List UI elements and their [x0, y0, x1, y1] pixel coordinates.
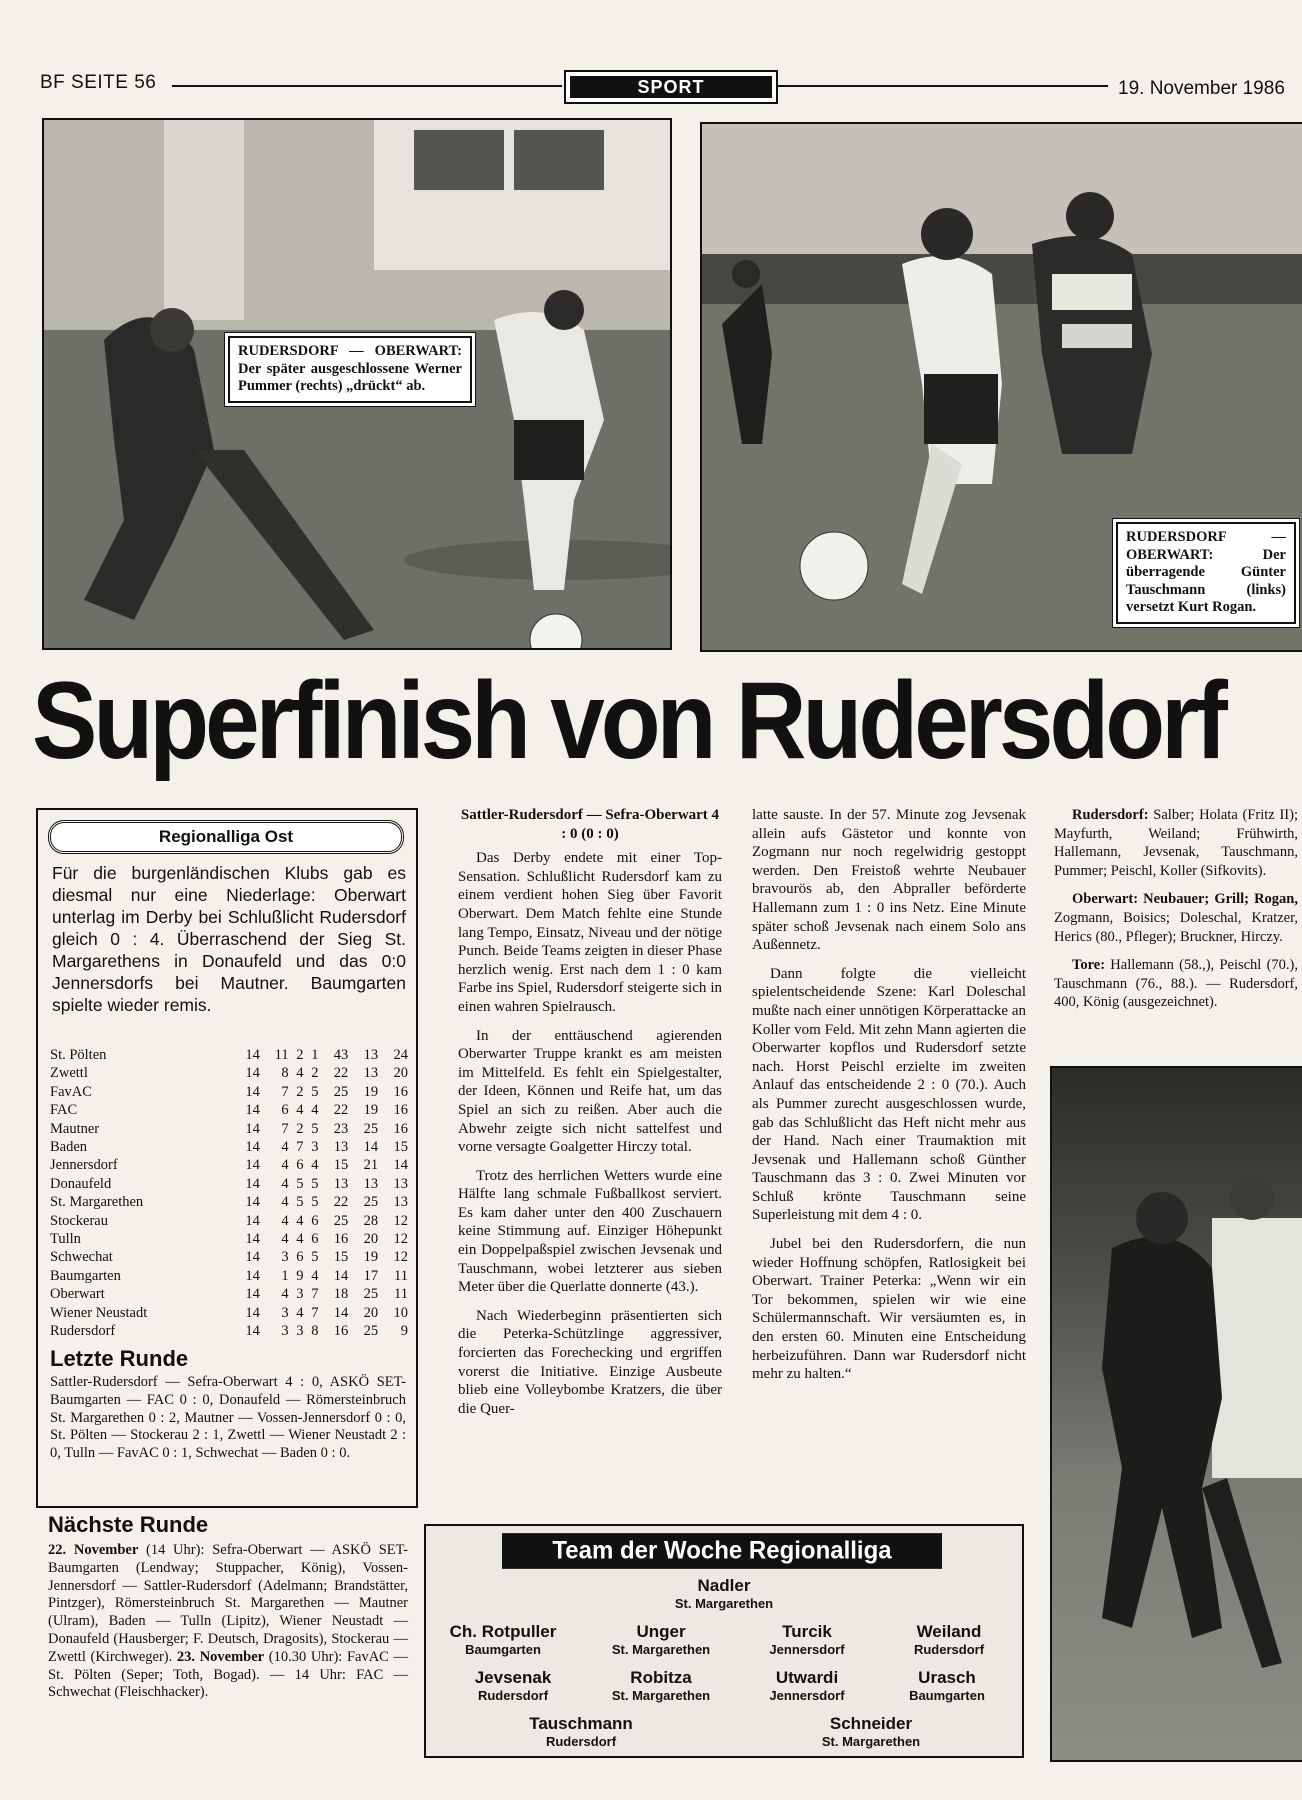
player-card	[586, 1622, 736, 1657]
stat-cell: 2	[311, 1065, 319, 1082]
stat-cell: 3	[281, 1249, 289, 1266]
stat-cell: 14	[245, 1249, 260, 1266]
stat-cell: 6	[296, 1249, 304, 1266]
player-card	[586, 1668, 736, 1703]
team-name: Oberwart	[50, 1286, 105, 1303]
stat-cell: 14	[245, 1065, 260, 1082]
stat-cell: 15	[333, 1249, 349, 1266]
stat-cell: 13	[333, 1175, 349, 1192]
stat-cell: 3	[311, 1139, 319, 1156]
page-number: BF SEITE 56	[40, 72, 157, 93]
player-club: Jennersdorf	[769, 1688, 845, 1703]
stat-cell: 4	[296, 1065, 304, 1082]
team-name: Baumgarten	[50, 1267, 121, 1284]
standings-table	[50, 1046, 408, 1341]
stat-cell: 4	[281, 1194, 289, 1211]
section-label-box	[564, 70, 778, 104]
stat-cell: 14	[245, 1267, 260, 1284]
stat-cell: 17	[363, 1267, 379, 1284]
stat-cell: 5	[311, 1120, 319, 1137]
stat-cell: 1	[311, 1047, 319, 1063]
stat-cell: 12	[393, 1212, 408, 1229]
team-name: Zwettl	[50, 1065, 88, 1082]
stat-cell: 28	[363, 1212, 379, 1229]
stat-cell: 7	[311, 1286, 319, 1303]
stat-cell: 5	[311, 1194, 319, 1211]
stat-cell: 11	[274, 1047, 289, 1063]
stat-cell: 13	[333, 1139, 349, 1156]
team-name: Mautner	[50, 1120, 100, 1137]
stat-cell: 19	[363, 1102, 379, 1119]
player-card	[732, 1668, 882, 1703]
player-name: Ch. Rotpuller	[449, 1622, 557, 1641]
stat-cell: 15	[393, 1139, 408, 1156]
player-name: Schneider	[829, 1714, 913, 1733]
stat-cell: 25	[363, 1323, 379, 1340]
team-name: Tulln	[50, 1231, 81, 1248]
article-paragraph: Nach Wiederbeginn präsentierten sich die Peterka-Schützlinge aggressiver, forcierten das Forechecking und ergriffen vorerst die Initiative. Einzige Ausbeute blieb eine Volleybombe Kratzers, die über die Quer-	[458, 1307, 722, 1417]
header-rule-right	[778, 85, 1108, 87]
header-rule-left	[172, 85, 562, 87]
stat-cell: 3	[281, 1323, 289, 1340]
stat-cell: 8	[311, 1323, 319, 1340]
player-card	[649, 1576, 799, 1611]
stat-cell: 14	[333, 1267, 349, 1284]
stat-cell: 25	[333, 1083, 349, 1100]
stat-cell: 4	[281, 1139, 289, 1156]
stat-cell: 14	[245, 1231, 260, 1248]
stat-cell: 2	[296, 1047, 304, 1063]
stat-cell: 7	[281, 1120, 289, 1137]
article-paragraph: Dann folgte die vielleicht spielentscheidende Szene: Karl Doleschal mußte nach einer unnötigen Körperattacke an Koller vom Feld. Mit zehn Mann agierten die Oberwarter kopflos und Rudersdorf setzte nach. Horst Peischl erzielte im zweiten Anlauf das entscheidende 2 : 0 (70.). Auch als Pummer zurecht ausgeschlossen wurde, gab das Schlußlicht das Heft nicht mehr aus der Hand. Nach einer Traumaktion mit Jevsenak und Hallemann schoß Günther Tauschmann das 3 : 0. Zwei Minuten vor Schluß krönte Tauschmann seine Superleistung mit dem 4 : 0.	[752, 965, 1026, 1224]
stat-cell: 6	[281, 1102, 289, 1119]
stat-cell: 7	[281, 1083, 289, 1100]
team-name: St. Margarethen	[50, 1194, 144, 1211]
next-round-title: Nächste Runde	[48, 1512, 209, 1537]
next-round-text-2: (10.30 Uhr): FavAC — St. Pölten (Seper; Toth, Bogad). — 14 Uhr: FAC — Schwechat (Fleischhacker).	[48, 1648, 409, 1701]
next-round-text-1: (14 Uhr): Sefra-Oberwart — ASKÖ SET-Baumgarten (Lendway; Stuppacher, König), Vossen-Jennersdorf — Sattler-Rudersdorf (Adelmann; Brandstätter, Pintzger), Römersteinbruch St. Margarethen — Mautner (Ulram), Baden — Tulln (Lipitz), Wiener Neustadt — Donaufeld (Hausberger; F. Deutsch, Dragosits), Stockerau — Zwettl (Kirchweger).	[48, 1542, 408, 1665]
stat-cell: 20	[393, 1065, 408, 1082]
stat-cell: 4	[311, 1157, 319, 1174]
stat-cell: 16	[393, 1102, 408, 1119]
headline: Superfinish von Rudersdorf	[32, 658, 1224, 782]
standings-row	[50, 1101, 408, 1119]
stat-cell: 19	[363, 1249, 379, 1266]
player-name: Turcik	[782, 1622, 832, 1641]
standings-row	[50, 1230, 408, 1248]
stat-cell: 13	[363, 1065, 379, 1082]
stat-cell: 5	[311, 1083, 319, 1100]
player-card	[438, 1668, 588, 1703]
photo-left	[42, 118, 672, 650]
player-club: Jennersdorf	[769, 1642, 845, 1657]
stat-cell: 20	[363, 1304, 379, 1321]
player-club: Rudersdorf	[477, 1688, 549, 1703]
match-heading: Sattler-Rudersdorf — Sefra-Oberwart 4 : 0 (0 : 0)	[460, 807, 720, 842]
article-paragraph: In der enttäuschend agierenden Oberwarter Truppe krankt es am meisten im Mittelfeld. Es fehlt ein Spielgestalter, der Ideen, Können und Reife hat, um das Spiel an sich zu reißen. Aber auch die Abwehr zeigte sich nicht sattelfest und vorne versagte Goalgetter Hirczy total.	[458, 1027, 722, 1156]
player-club: Rudersdorf	[913, 1642, 985, 1657]
stat-cell: 25	[333, 1212, 349, 1229]
article-column-3	[1054, 806, 1298, 1022]
player-name: Nadler	[697, 1576, 751, 1595]
player-name: Unger	[636, 1622, 686, 1641]
team-of-week-title: Team der Woche Regionalliga	[502, 1533, 942, 1569]
stat-cell: 14	[245, 1286, 260, 1303]
stat-cell: 9	[400, 1323, 408, 1340]
stat-cell: 13	[393, 1175, 408, 1192]
photo-right-caption: RUDERSDORF — OBERWART: Der überragende Günter Tauschmann (links) versetzt Kurt Rogan.	[1116, 522, 1296, 624]
stat-cell: 16	[393, 1120, 408, 1137]
article-paragraph: Das Derby endete mit einer Top-Sensation. Schlußlicht Rudersdorf kam zu einem verdient hohen Sieg über Favorit Oberwart. Dem Match fehlte eine Stunde lang Tempo, Einsatz, Niveau und der nötige Punch. Beide Teams zeigten in dieser Phase herzlich wenig. Erst nach dem 1 : 0 kam Farbe ins Spiel, Rudersdorf steigerte sich in einen wahren Spielrausch.	[458, 850, 722, 1015]
lineup-oberwart-label: Oberwart: Neubauer; Grill; Rogan,	[1072, 891, 1298, 908]
stat-cell: 22	[333, 1102, 349, 1119]
last-round-results: Sattler-Rudersdorf — Sefra-Oberwart 4 : 0, ASKÖ SET-Baumgarten — FAC 0 : 0, Donaufeld — Römersteinbruch St. Margarethen 0 : 2, Mautner — Vossen-Jennersdorf 0 : 0, St. Pölten — Stockerau 2 : 1, Zwettl — Wiener Neustadt 2 : 0, Tulln — FavAC 0 : 1, Schwechat — Baden 0 : 0.	[50, 1374, 406, 1462]
team-name: Donaufeld	[50, 1175, 112, 1192]
team-name: FavAC	[50, 1083, 92, 1100]
standings-row	[50, 1046, 408, 1064]
next-round-fixtures	[48, 1542, 408, 1702]
stat-cell: 16	[333, 1323, 349, 1340]
player-card	[506, 1714, 656, 1749]
player-club: Rudersdorf	[545, 1734, 617, 1749]
stat-cell: 4	[281, 1157, 289, 1174]
stat-cell: 4	[296, 1212, 304, 1229]
team-name: Stockerau	[50, 1212, 108, 1229]
lineup-rudersdorf-label: Rudersdorf:	[1072, 807, 1149, 823]
stat-cell: 14	[245, 1083, 260, 1100]
stat-cell: 4	[281, 1231, 289, 1248]
player-club: Baumgarten	[909, 1688, 985, 1703]
player-card	[872, 1668, 1022, 1703]
stat-cell: 23	[333, 1120, 349, 1137]
player-club: St. Margarethen	[611, 1688, 711, 1703]
stat-cell: 15	[333, 1157, 349, 1174]
stat-cell: 4	[296, 1231, 304, 1248]
stat-cell: 14	[363, 1139, 379, 1156]
stat-cell: 20	[363, 1231, 379, 1248]
stat-cell: 5	[311, 1175, 319, 1192]
league-intro: Für die burgenländischen Klubs gab es diesmal nur eine Niederlage: Oberwart unterlag im Derby bei Schlußlicht Rudersdorf gleich 0 : 4. Überraschend der Sieg St. Margarethens in Donaufeld und das 0:0 Jennersdorfs bei Mautner. Baumgarten spielte wieder remis.	[52, 863, 406, 1015]
lineup-rudersdorf	[1054, 806, 1298, 880]
goals-label: Tore:	[1072, 957, 1106, 974]
article-paragraph: latte sauste. In der 57. Minute zog Jevsenak allein aufs Gästetor und konnte von Zogmann nur noch regelwidrig gestoppt werden. Den Freistoß wehrte Neubauer bravourös ab, den Abpraller beförderte Hallemann zum 1 : 0 ins Netz. Eine Minute später schoß Jevsenak nach einem Solo ans Außennetz.	[752, 807, 1026, 954]
stat-cell: 4	[296, 1304, 304, 1321]
stat-cell: 14	[245, 1120, 260, 1137]
stat-cell: 43	[333, 1047, 349, 1063]
stat-cell: 22	[333, 1065, 349, 1082]
stat-cell: 14	[245, 1047, 260, 1063]
stat-cell: 19	[363, 1083, 379, 1100]
photo-right	[700, 122, 1302, 652]
player-card	[874, 1622, 1024, 1657]
stat-cell: 13	[393, 1194, 408, 1211]
team-name: Rudersdorf	[50, 1323, 116, 1340]
article-paragraph: Trotz des herrlichen Wetters wurde eine Hälfte lang schmale Fußballkost serviert. Es kam daher unter den 400 Zuschauern keine Stimmung auf. Einziger Höhepunkt ein Doppelpaßspiel zwischen Jevsenak und Tauschmann, wobei letzterer aus sieben Meter über die Querlatte donnerte (43.).	[458, 1167, 722, 1296]
player-club: St. Margarethen	[821, 1734, 921, 1749]
player-name: Weiland	[916, 1622, 982, 1641]
stat-cell: 4	[281, 1175, 289, 1192]
stat-cell: 7	[311, 1304, 319, 1321]
stat-cell: 10	[393, 1304, 408, 1321]
stat-cell: 3	[296, 1286, 304, 1303]
lineup-oberwart	[1054, 890, 1298, 946]
standings-row	[50, 1138, 408, 1156]
stat-cell: 4	[281, 1212, 289, 1229]
goals-text: Hallemann (58.,), Peischl (70.), Tauschmann (76., 88.). — Rudersdorf, 400, König (ausgezeichnet).	[1054, 957, 1298, 1011]
goals	[1054, 956, 1298, 1012]
stat-cell: 14	[245, 1304, 260, 1321]
stat-cell: 3	[296, 1323, 304, 1340]
stat-cell: 6	[311, 1231, 319, 1248]
standings-row	[50, 1120, 408, 1138]
stat-cell: 4	[281, 1286, 289, 1303]
stat-cell: 16	[333, 1231, 349, 1248]
team-name: Jennersdorf	[50, 1157, 118, 1174]
article-column-1	[458, 806, 722, 1428]
stat-cell: 14	[333, 1304, 349, 1321]
stat-cell: 4	[311, 1102, 319, 1119]
player-card	[796, 1714, 946, 1749]
stat-cell: 14	[393, 1157, 408, 1174]
team-name: FAC	[50, 1102, 78, 1119]
team-name: St. Pölten	[50, 1047, 107, 1063]
stat-cell: 7	[296, 1139, 304, 1156]
stat-cell: 9	[296, 1267, 304, 1284]
standings-row	[50, 1285, 408, 1303]
stat-cell: 5	[296, 1194, 304, 1211]
player-club: Baumgarten	[465, 1642, 541, 1657]
lineup-rudersdorf-text: Salber; Holata (Fritz II); Mayfurth, Weiland; Frühwirth, Hallemann, Jevsenak, Tauschmann, Pummer; Peischl, Koller (Sifkovits).	[1054, 807, 1298, 879]
stat-cell: 24	[393, 1047, 408, 1063]
stat-cell: 11	[394, 1267, 408, 1284]
stat-cell: 25	[363, 1120, 379, 1137]
stat-cell: 14	[245, 1212, 260, 1229]
stat-cell: 5	[311, 1249, 319, 1266]
stat-cell: 22	[333, 1194, 349, 1211]
article-column-2	[752, 806, 1026, 1394]
last-round-heading: Letzte Runde	[50, 1346, 189, 1371]
stat-cell: 13	[363, 1047, 379, 1063]
stat-cell: 3	[281, 1304, 289, 1321]
next-round-date-2: 23. November	[176, 1648, 265, 1665]
stat-cell: 25	[363, 1286, 379, 1303]
issue-date: 19. November 1986	[1118, 78, 1285, 99]
player-name: Tauschmann	[529, 1714, 633, 1733]
stat-cell: 6	[296, 1157, 304, 1174]
standings-row	[50, 1212, 408, 1230]
player-name: Urasch	[918, 1668, 976, 1687]
stat-cell: 14	[245, 1323, 260, 1340]
league-box	[36, 808, 418, 1508]
stat-cell: 18	[333, 1286, 349, 1303]
stat-cell: 13	[363, 1175, 379, 1192]
photo-bottom-right	[1050, 1066, 1302, 1762]
stat-cell: 5	[296, 1175, 304, 1192]
standings-row	[50, 1175, 408, 1193]
standings-row	[50, 1304, 408, 1322]
photo-bottom-scene	[1052, 1068, 1302, 1760]
section-label: SPORT	[570, 76, 772, 98]
stat-cell: 14	[245, 1139, 260, 1156]
standings-row	[50, 1267, 408, 1285]
stat-cell: 12	[393, 1231, 408, 1248]
stat-cell: 12	[393, 1249, 408, 1266]
stat-cell: 6	[311, 1212, 319, 1229]
team-name: Wiener Neustadt	[50, 1304, 148, 1321]
stat-cell: 4	[311, 1267, 319, 1284]
stat-cell: 16	[393, 1083, 408, 1100]
team-of-week-box	[424, 1524, 1024, 1758]
photo-left-caption: RUDERSDORF — OBERWART: Der später ausgeschlossene Werner Pummer (rechts) „drückt“ ab.	[228, 336, 472, 403]
stat-cell: 8	[281, 1065, 289, 1082]
stat-cell: 14	[245, 1175, 260, 1192]
player-name: Robitza	[630, 1668, 692, 1687]
standings-row	[50, 1193, 408, 1211]
stat-cell: 4	[296, 1102, 304, 1119]
team-name: Schwechat	[50, 1249, 113, 1266]
stat-cell: 14	[245, 1157, 260, 1174]
stat-cell: 1	[281, 1267, 289, 1284]
next-round-date-1: 22. November	[48, 1542, 139, 1558]
player-club: St. Margarethen	[674, 1596, 774, 1611]
standings-row	[50, 1156, 408, 1174]
player-card	[732, 1622, 882, 1657]
standings-row	[50, 1322, 408, 1340]
standings-row	[50, 1083, 408, 1101]
stat-cell: 14	[245, 1102, 260, 1119]
player-name: Jevsenak	[474, 1668, 552, 1687]
player-name: Utwardi	[775, 1668, 839, 1687]
league-title: Regionalliga Ost	[48, 820, 404, 854]
stat-cell: 2	[296, 1120, 304, 1137]
standings-row	[50, 1064, 408, 1082]
lineup-oberwart-text: Zogmann, Boisics; Doleschal, Kratzer, Herics (80., Pfleger); Bruckner, Hirczy.	[1054, 909, 1298, 945]
player-club: St. Margarethen	[611, 1642, 711, 1657]
team-name: Baden	[50, 1139, 88, 1156]
stat-cell: 21	[363, 1157, 379, 1174]
article-paragraph: Jubel bei den Rudersdorfern, die nun wieder Hoffnung schöpfen, Ratlosigkeit bei Oberwart. Trainer Peterka: „Wenn wir ein Tor bekommen, spielen wir wie eine Schülermannschaft. Wir versäumten es, in den ersten 60. Minuten eine Entscheidung herbeizuführen. Dann war Rudersdorf nicht mehr zu halten.“	[752, 1236, 1026, 1383]
standings-row	[50, 1248, 408, 1266]
stat-cell: 11	[394, 1286, 408, 1303]
stat-cell: 2	[296, 1083, 304, 1100]
stat-cell: 14	[245, 1194, 260, 1211]
stat-cell: 25	[363, 1194, 379, 1211]
player-card	[428, 1622, 578, 1657]
